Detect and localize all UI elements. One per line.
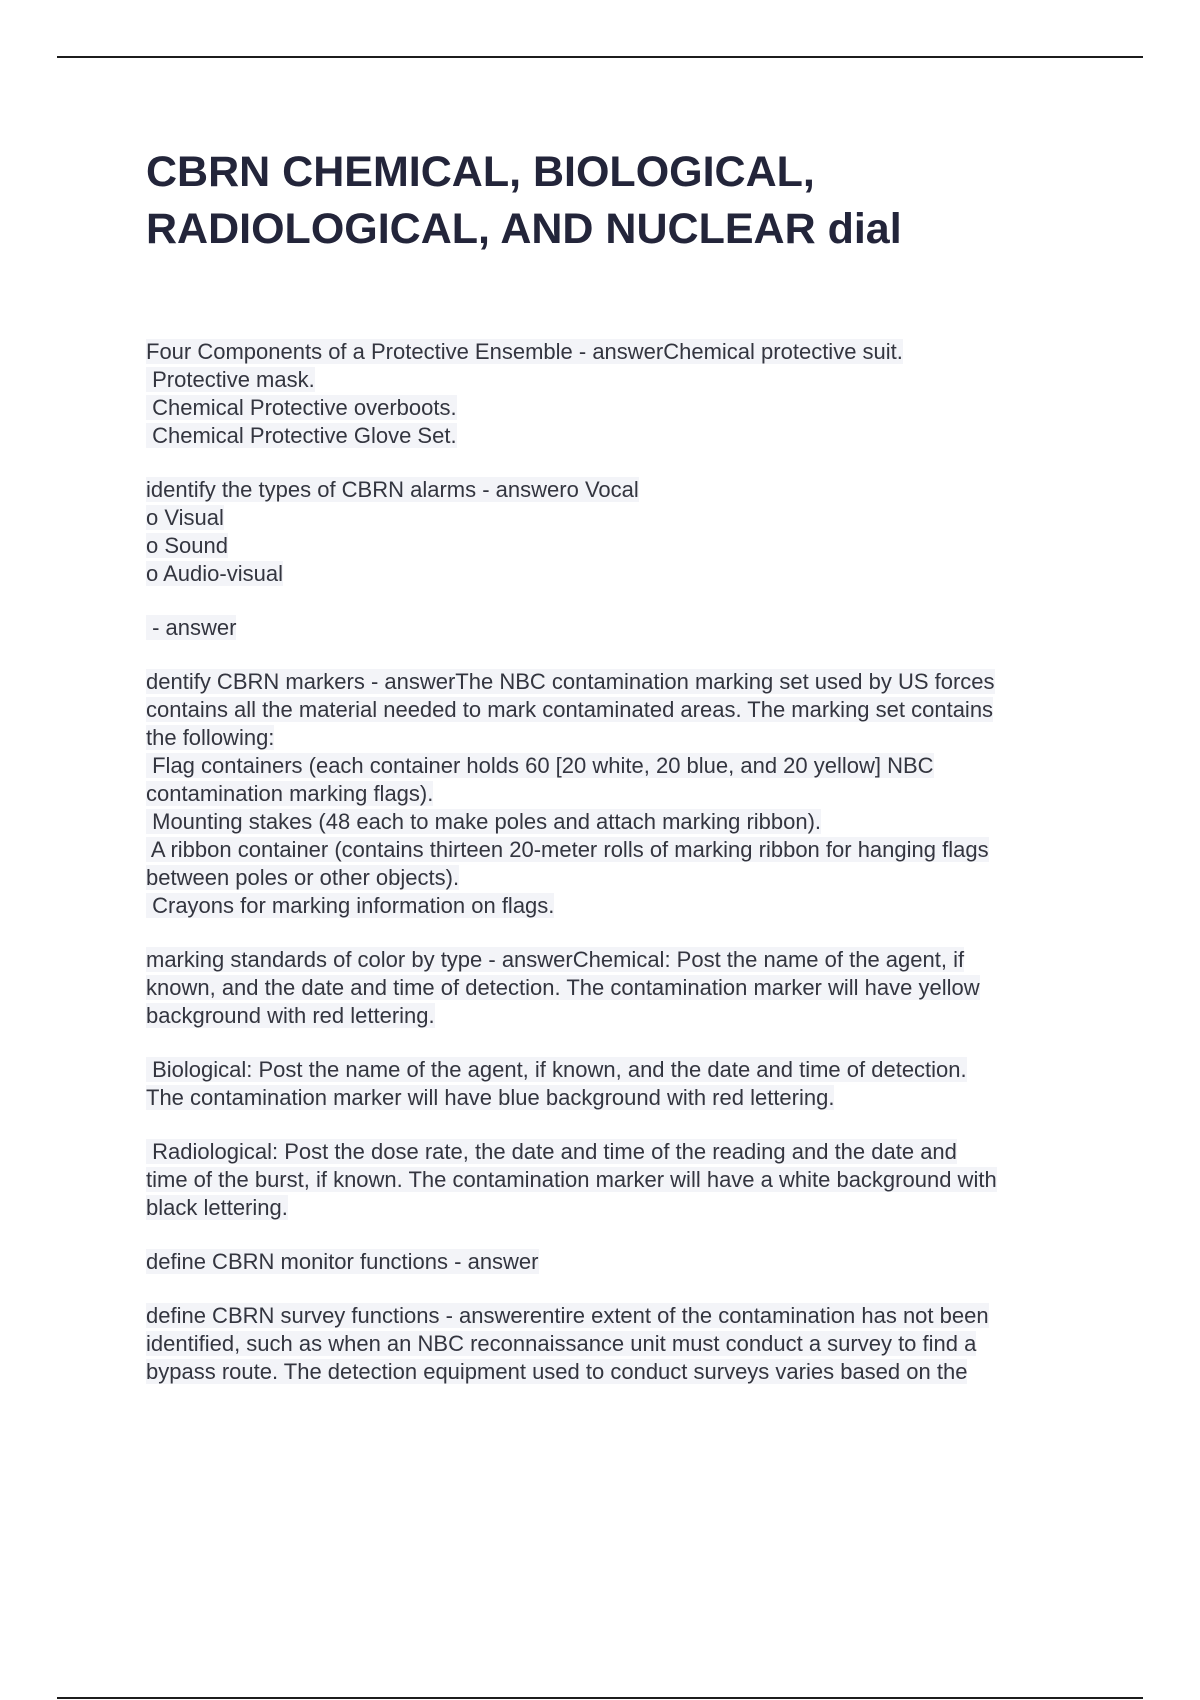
text-line — [146, 724, 1086, 752]
text-line-content: o Sound — [146, 533, 228, 558]
text-line — [146, 696, 1086, 724]
block-spacer — [146, 588, 1086, 614]
block-spacer — [146, 642, 1086, 668]
text-line — [146, 560, 1086, 588]
text-line-content: Four Components of a Protective Ensemble - answerChemical protective suit. — [146, 339, 903, 364]
text-line-content: the following: — [146, 725, 275, 750]
document-title — [146, 144, 1106, 258]
block-spacer — [146, 450, 1086, 476]
text-line-content: identified, such as when an NBC reconnaissance unit must conduct a survey to find a — [146, 1331, 977, 1356]
text-line-content: A ribbon container (contains thirteen 20-meter rolls of marking ribbon for hanging flags — [146, 837, 989, 862]
text-line — [146, 476, 1086, 504]
text-line — [146, 394, 1086, 422]
text-line — [146, 338, 1086, 366]
text-line-content: Biological: Post the name of the agent, if known, and the date and time of detection. — [146, 1057, 967, 1082]
text-line — [146, 366, 1086, 394]
qa-block — [146, 1138, 1086, 1222]
text-line — [146, 1302, 1086, 1330]
text-line-content: dentify CBRN markers - answerThe NBC contamination marking set used by US forces — [146, 669, 995, 694]
block-spacer — [146, 920, 1086, 946]
text-line — [146, 808, 1086, 836]
text-line-content: background with red lettering. — [146, 1003, 435, 1028]
text-line — [146, 1084, 1086, 1112]
text-line — [146, 532, 1086, 560]
text-line-content: marking standards of color by type - answerChemical: Post the name of the agent, if — [146, 947, 965, 972]
text-line-content: Chemical Protective Glove Set. — [146, 423, 457, 448]
top-rule — [57, 56, 1143, 58]
qa-block — [146, 476, 1086, 588]
text-line-content: Mounting stakes (48 each to make poles and attach marking ribbon). — [146, 809, 822, 834]
text-line-content: The contamination marker will have blue background with red lettering. — [146, 1085, 835, 1110]
text-line-content: define CBRN survey functions - answerentire extent of the contamination has not been — [146, 1303, 989, 1328]
text-line — [146, 1248, 1086, 1276]
text-line-content: bypass route. The detection equipment used to conduct surveys varies based on the — [146, 1359, 968, 1384]
text-line-content: o Audio-visual — [146, 561, 283, 586]
qa-block — [146, 1056, 1086, 1112]
text-line-content: black lettering. — [146, 1195, 288, 1220]
text-line-content: Radiological: Post the dose rate, the date and time of the reading and the date and — [146, 1139, 957, 1164]
text-line-content: o Visual — [146, 505, 224, 530]
qa-block — [146, 946, 1086, 1030]
qa-block — [146, 1302, 1086, 1386]
text-line — [146, 780, 1086, 808]
text-line — [146, 1194, 1086, 1222]
block-spacer — [146, 1030, 1086, 1056]
text-line — [146, 422, 1086, 450]
text-line-content: between poles or other objects). — [146, 865, 460, 890]
bottom-rule — [57, 1697, 1143, 1699]
block-spacer — [146, 1112, 1086, 1138]
text-line — [146, 864, 1086, 892]
text-line-content: define CBRN monitor functions - answer — [146, 1249, 539, 1274]
text-line — [146, 1138, 1086, 1166]
text-line — [146, 1056, 1086, 1084]
text-line-content: contains all the material needed to mark contaminated areas. The marking set contains — [146, 697, 994, 722]
text-line — [146, 946, 1086, 974]
qa-block — [146, 614, 1086, 642]
text-line — [146, 1358, 1086, 1386]
title-line: CBRN CHEMICAL, BIOLOGICAL, — [146, 148, 815, 196]
text-line — [146, 974, 1086, 1002]
text-line — [146, 1166, 1086, 1194]
qa-block — [146, 338, 1086, 450]
text-line — [146, 752, 1086, 780]
text-line-content: Flag containers (each container holds 60 [20 white, 20 blue, and 20 yellow] NBC — [146, 753, 934, 778]
text-line-content: identify the types of CBRN alarms - answero Vocal — [146, 477, 639, 502]
qa-block — [146, 668, 1086, 920]
text-line-content: known, and the date and time of detection. The contamination marker will have yellow — [146, 975, 980, 1000]
text-line-content: - answer — [146, 615, 237, 640]
text-line-content: Protective mask. — [146, 367, 315, 392]
title-line: RADIOLOGICAL, AND NUCLEAR dial — [146, 205, 902, 253]
text-line — [146, 1330, 1086, 1358]
text-line — [146, 668, 1086, 696]
text-line-content: contamination marking flags). — [146, 781, 434, 806]
text-line — [146, 836, 1086, 864]
qa-block — [146, 1248, 1086, 1276]
block-spacer — [146, 1276, 1086, 1302]
text-line — [146, 614, 1086, 642]
text-line-content: Chemical Protective overboots. — [146, 395, 457, 420]
text-line — [146, 504, 1086, 532]
text-line-content: time of the burst, if known. The contamination marker will have a white background with — [146, 1167, 997, 1192]
block-spacer — [146, 1222, 1086, 1248]
text-line — [146, 892, 1086, 920]
text-line-content: Crayons for marking information on flags. — [146, 893, 555, 918]
text-line — [146, 1002, 1086, 1030]
document-body — [146, 338, 1086, 1386]
